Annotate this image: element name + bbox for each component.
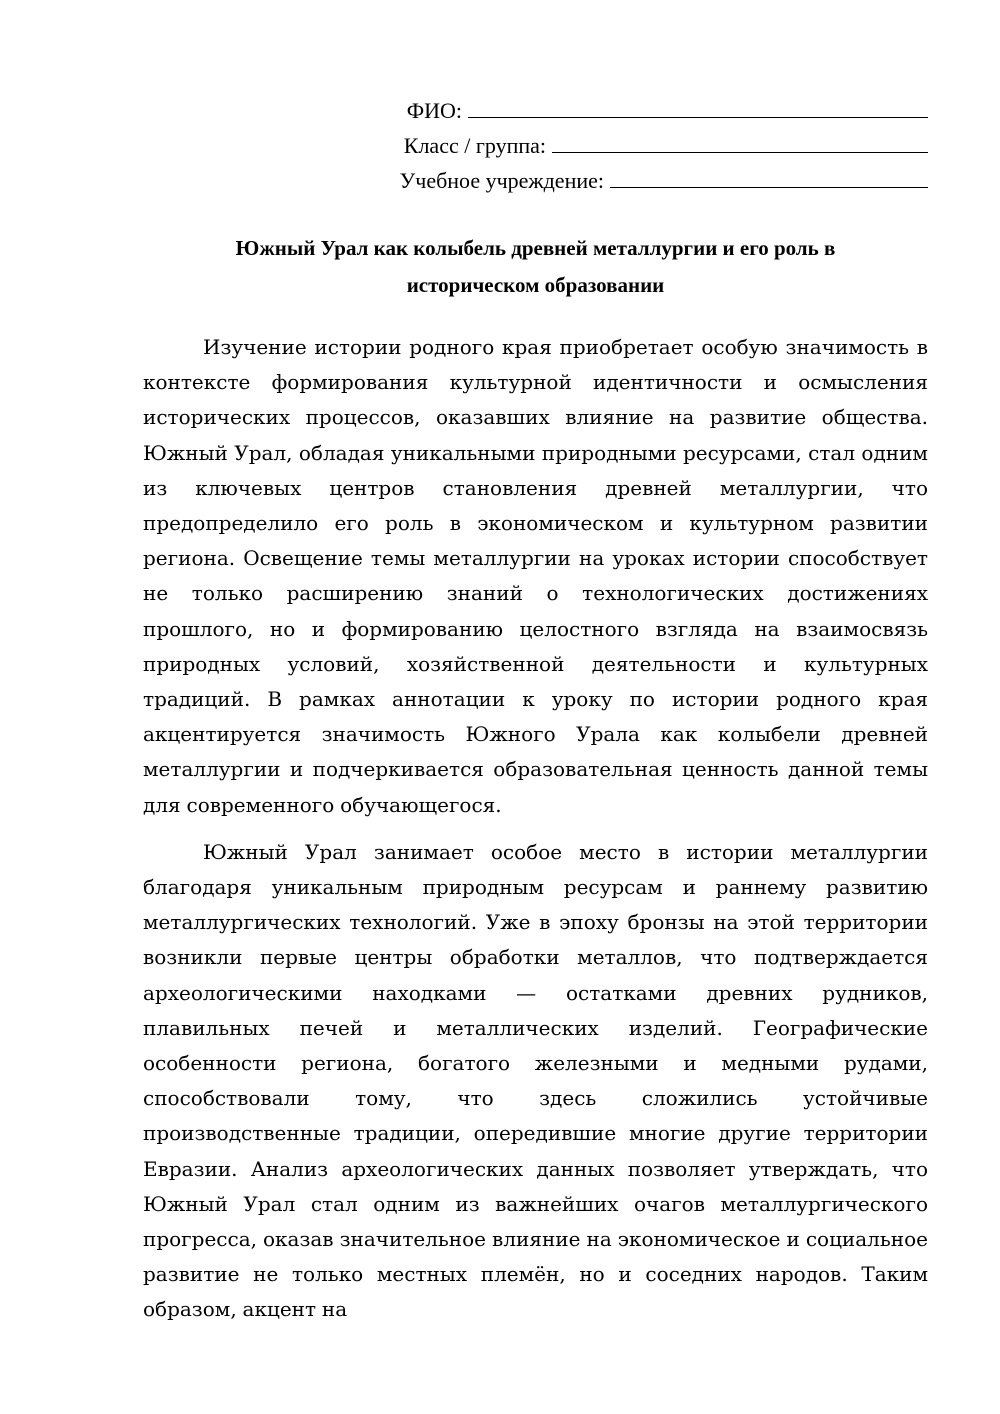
paragraph: Изучение истории родного края приобретает особую значимость в контексте формирования культурной идентичности и осмысления исторических процессов, оказавших влияние на развитие общества. Южный Урал, обладая уникальными природными ресурсами, стал одним из ключевых центров становления древней металлургии, что предопределило его роль в экономическом и культурном развитии региона. Освещение темы металлургии на уроках истории способствует не только расширению знаний о технологических достижениях прошлого, но и формированию целостного взгляда на взаимосвязь природных условий, хозяйственной деятельности и культурных традиций. В рамках аннотации к уроку по истории родного края акцентируется значимость Южного Урала как колыбели древней металлургии и подчеркивается образовательная ценность данной темы для современного обучающегося. [143,335,928,817]
paragraph: Южный Урал занимает особое место в истории металлургии благодаря уникальным природным ресурсам и раннему развитию металлургических технологий. Уже в эпоху бронзы на этой территории возникли первые центры обработки металлов, что подтверждается археологическими находками — остатками древних рудников, плавильных печей и металлических изделий. Географические особенности региона, богатого железными и медными рудами, способствовали тому, что здесь сложились устойчивые производственные традиции, опередившие многие другие территории Евразии. Анализ археологических данных позволяет утверждать, что Южный Урал стал одним из важнейших очагов металлургического прогресса, оказав значительное влияние на экономическое и социальное развитие не только местных племён, но и соседних народов. Таким образом, акцент на [143,839,928,1322]
school-label: Учебное учреждение: [399,168,604,193]
class-line [143,128,928,163]
fio-label: ФИО: [406,98,462,123]
title-line-1: Южный Урал как колыбель древней металлургии и его роль в [235,236,836,260]
document-title [143,230,928,304]
school-blank-field[interactable] [610,165,928,188]
document-body [143,330,928,1340]
school-line [143,163,928,198]
class-blank-field[interactable] [552,130,928,153]
title-line-2: историческом образовании [406,273,665,297]
student-info-block [143,93,928,198]
class-label: Класс / группа: [403,133,546,158]
fio-blank-field[interactable] [468,95,928,118]
fio-line [143,93,928,128]
